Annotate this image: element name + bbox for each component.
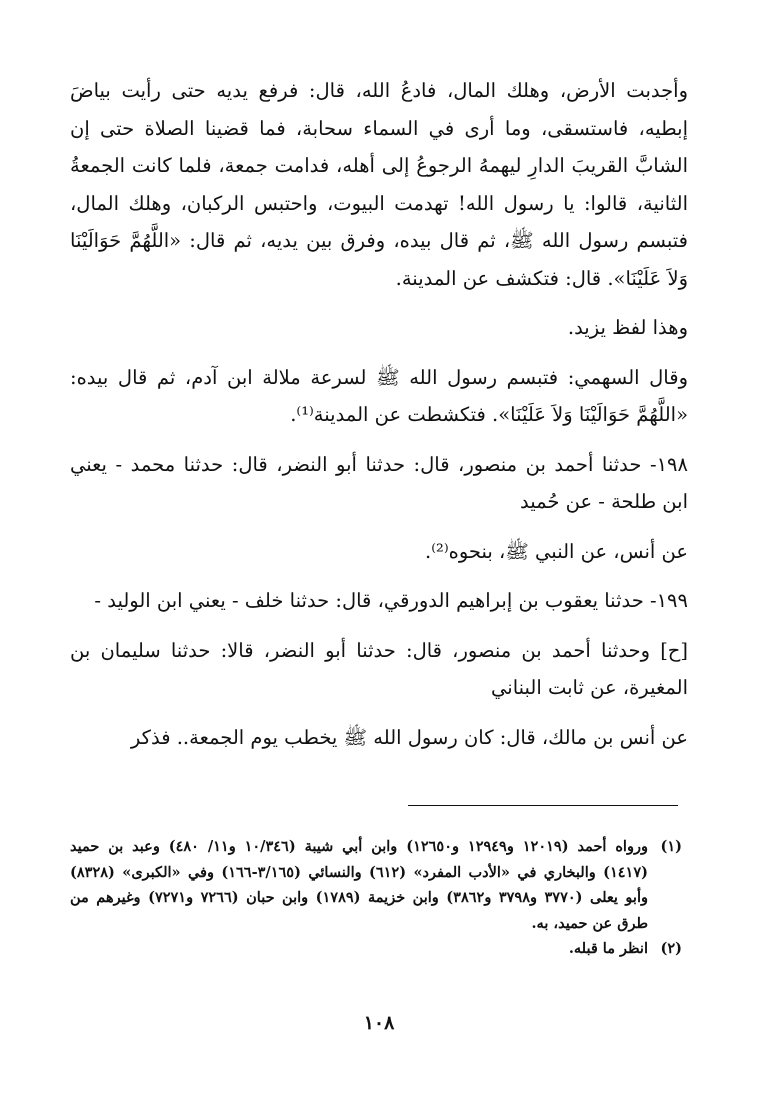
main-text <box>70 72 688 756</box>
paragraph-hadith-198: ١٩٨- حدثنا أحمد بن منصور، قال: حدثنا أبو النضر، قال: حدثنا محمد - يعني ابن طلحة - عن حُميد <box>70 452 688 513</box>
footnote-text: ورواه أحمد (١٢٠١٩ و١٢٩٤٩ و١٢٦٥٠) وابن أبي شيبة (١٠/٣٤٦ و١١/ ٤٨٠) وعبد بن حميد (١٤١٧) والبخاري في «الأدب المفرد» (٦١٢) والنسائي (٣/١٦٥-١٦٦) وفي «الكبرى» (٨٣٢٨) وأبو يعلى (٣٧٧٠ و٣٧٩٨ و٣٨٦٢) وابن خزيمة (١٧٨٩) وابن حبان (٧٢٦٦ و٧٢٧١) وغيرهم من طرق عن حميد، به. <box>70 838 648 932</box>
paragraph-hadith-199-matn: عن أنس بن مالك، قال: كان رسول الله ﷺ يخطب يوم الجمعة.. فذكر <box>130 725 688 749</box>
paragraph-hadith-199: ١٩٩- حدثنا يعقوب بن إبراهيم الدورقي، قال: حدثنا خلف - يعني ابن الوليد - <box>94 589 688 612</box>
footnote-1 <box>70 834 682 936</box>
page-number: ١٠٨ <box>363 1012 395 1034</box>
footnotes <box>70 834 682 962</box>
footnote-2 <box>70 936 682 962</box>
footnote-number: (١) <box>660 838 682 855</box>
footnote-separator <box>408 805 678 806</box>
footnote-text: انظر ما قبله. <box>568 940 648 957</box>
paragraph-hadith-199-second-chain: [ح] وحدثنا أحمد بن منصور، قال: حدثنا أبو النضر، قالا: حدثنا سليمان بن المغيرة، عن ثابت البناني <box>70 638 688 699</box>
paragraph-hadith-continuation: وأجدبت الأرض، وهلك المال، فادعُ الله، قال: فرفع يديه حتى رأيت بياضَ إبطيه، فاستسقى، وما أرى في السماء سحابة، فما قضينا الصلاة حتى إن الشابَّ القريبَ الدارِ ليهمهُ الرجوعُ إلى أهله، فدامت جمعة، فلما كانت الجمعةُ الثانية، قالوا: يا رسول الله! تهدمت البيوت، واحتبس الركبان، وهلك المال، فتبسم رسول الله ﷺ، ثم قال بيده، وفرق بين يديه، ثم قال: «اللَّهُمَّ حَوَالَيْنَا وَلاَ عَلَيْنَا». قال: فتكشف عن المدينة. <box>70 79 688 290</box>
paragraph-hadith-198-matn: عن أنس، عن النبي ﷺ، بنحوه⁽²⁾. <box>425 539 688 563</box>
paragraph-sahmi-narration: وقال السهمي: فتبسم رسول الله ﷺ لسرعة ملالة ابن آدم، ثم قال بيده: «اللَّهُمَّ حَوَالَيْنَا وَلاَ عَلَيْنَا». فتكشطت عن المدينة⁽¹⁾. <box>70 365 688 426</box>
footnote-number: (٢) <box>660 940 682 957</box>
paragraph-yazid-note: وهذا لفظ يزيد. <box>567 316 688 339</box>
